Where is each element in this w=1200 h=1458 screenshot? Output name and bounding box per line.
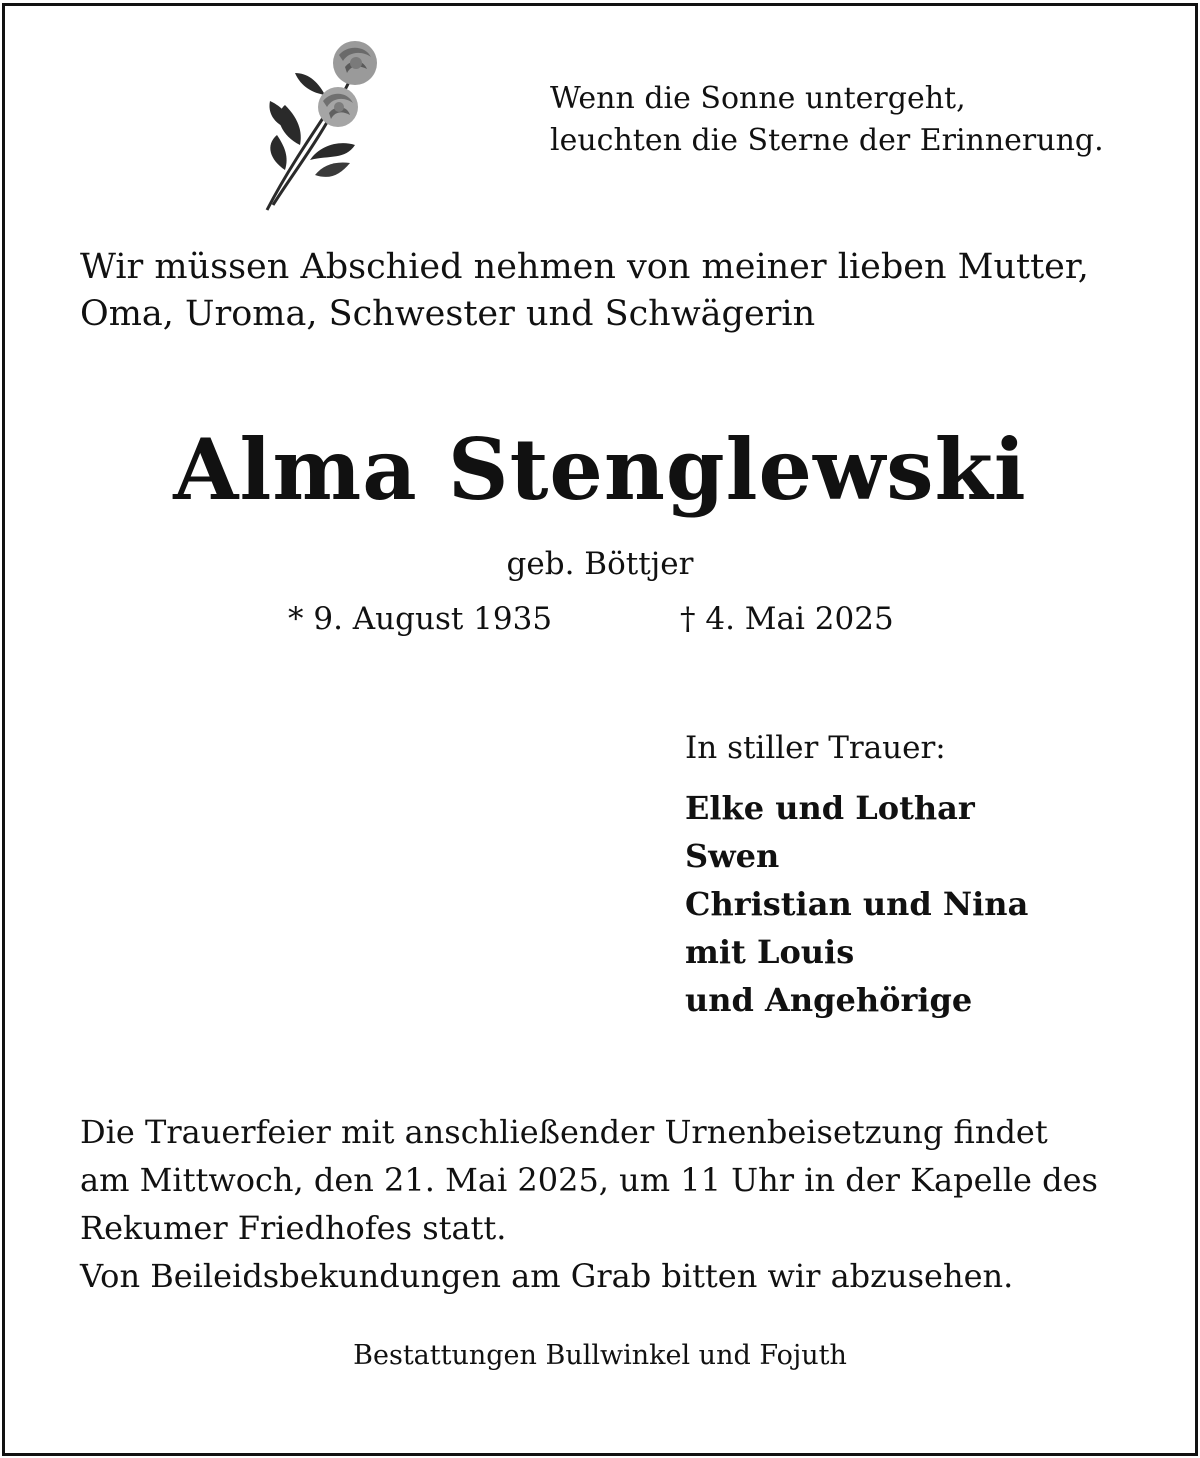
ceremony-line: Rekumer Friedhofes statt. <box>80 1209 507 1247</box>
memorial-quote <box>550 78 1104 162</box>
ceremony-line: Die Trauerfeier mit anschließender Urnenbeisetzung findet <box>80 1113 1048 1151</box>
undertaker-name: Bestattungen Bullwinkel und Fojuth <box>353 1340 847 1371</box>
ceremony-notice <box>80 1108 1140 1300</box>
birth-name: geb. Böttjer <box>506 546 694 582</box>
ceremony-line: Von Beileidsbekundungen am Grab bitten wir abzusehen. <box>80 1257 1014 1295</box>
intro-line: Oma, Uroma, Schwester und Schwägerin <box>80 294 816 334</box>
farewell-intro <box>80 244 1140 338</box>
mourner-name: Elke und Lothar <box>685 789 975 827</box>
ceremony-line: am Mittwoch, den 21. Mai 2025, um 11 Uhr in der Kapelle des <box>80 1161 1098 1199</box>
quote-line: leuchten die Sterne der Erinnerung. <box>550 123 1104 158</box>
mourner-name: Swen <box>685 837 780 875</box>
deceased-name: Alma Stenglewski <box>173 420 1027 519</box>
death-date: † 4. Mai 2025 <box>680 601 894 637</box>
mourner-name: Christian und Nina <box>685 885 1029 923</box>
quote-line: Wenn die Sonne untergeht, <box>550 81 966 116</box>
mourner-name: mit Louis <box>685 933 855 971</box>
mourner-name: und Angehörige <box>685 981 973 1019</box>
birth-date: * 9. August 1935 <box>288 601 553 637</box>
mourners-label: In stiller Trauer: <box>685 730 946 766</box>
rose-icon <box>255 35 390 215</box>
intro-line: Wir müssen Abschied nehmen von meiner lieben Mutter, <box>80 247 1089 287</box>
mourners-list <box>685 784 1028 1024</box>
